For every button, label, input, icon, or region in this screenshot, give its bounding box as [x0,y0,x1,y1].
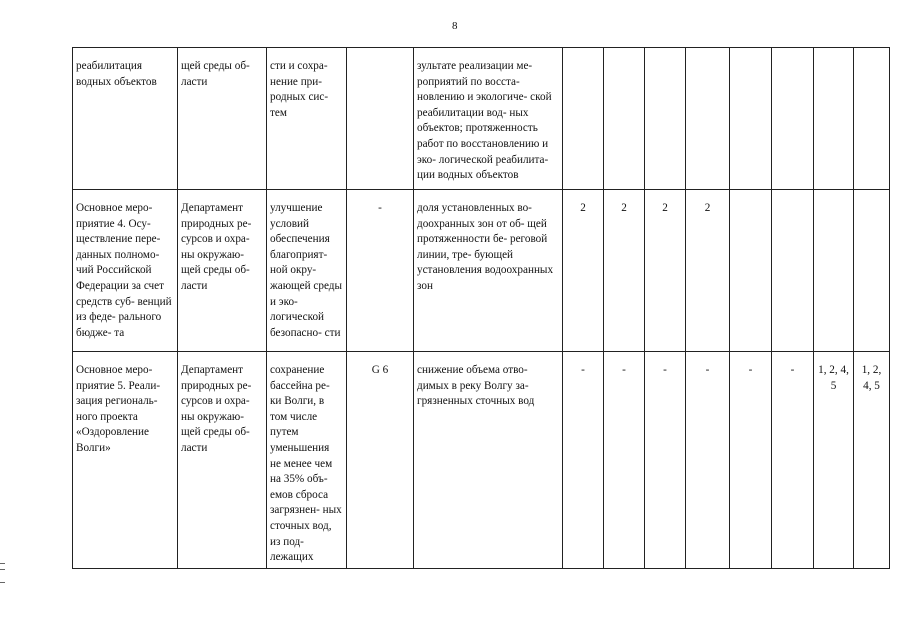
measure-name-cell: Основное меро- приятие 4. Осу- ществление пере- данных полномо- чий Российской Федерации за счет средств суб- венций из феде- рального бюдже- та [73,190,178,352]
table-row [73,352,890,569]
indicator-cell: снижение объема отво- димых в реку Волгу за- грязненных сточных вод [414,352,563,569]
value-cell: - [772,352,814,569]
indicator-cell: зультате реализации ме- роприятий по восста- новлению и экологиче- ской реабилитации вод- ных объектов; протяженность работ по восстановлению и эко- логической реабилита- ции водных объектов [414,48,563,190]
value-cell [730,190,772,352]
goal-cell: сти и сохра- нение при- родных сис- тем [267,48,347,190]
project-code-cell: - [347,190,414,352]
value-cell: 2 [645,190,686,352]
table-row [73,190,890,352]
value-cell [730,48,772,190]
page-number: 8 [452,20,458,32]
measure-name-cell: реабилитация водных объектов [73,48,178,190]
executor-cell: Департамент природных ре- сурсов и охра- ны окружаю- щей среды об- ласти [178,352,267,569]
value-cell: - [686,352,730,569]
value-cell [814,48,854,190]
project-code-cell [347,48,414,190]
executor-cell: Департамент природных ре- сурсов и охра- ны окружаю- щей среды об- ласти [178,190,267,352]
indicator-cell: доля установленных во- доохранных зон от об- щей протяженности бе- реговой линии, тре- бующей установления водоохранных зон [414,190,563,352]
value-cell: - [730,352,772,569]
goal-cell: улучшение условий обеспечения благоприят- ной окру- жающей среды и эко- логической безопасно- сти [267,190,347,352]
value-cell [645,48,686,190]
table-row [73,48,890,190]
value-cell [814,190,854,352]
value-cell: 1, 2, 4, 5 [814,352,854,569]
value-cell [686,48,730,190]
value-cell: - [645,352,686,569]
value-cell: - [604,352,645,569]
project-code-cell: G 6 [347,352,414,569]
value-cell [772,48,814,190]
value-cell: 1, 2, 4, 5 [854,352,890,569]
value-cell [563,48,604,190]
value-cell [854,48,890,190]
value-cell [772,190,814,352]
value-cell [854,190,890,352]
executor-cell: щей среды об- ласти [178,48,267,190]
measure-name-cell: Основное меро- приятие 5. Реали- зация региональ- ного проекта «Оздоровление Волги» [73,352,178,569]
value-cell [604,48,645,190]
scan-edge-mark [0,563,5,583]
value-cell: 2 [604,190,645,352]
value-cell: 2 [563,190,604,352]
program-table [72,47,890,569]
value-cell: 2 [686,190,730,352]
goal-cell: сохранение бассейна ре- ки Волги, в том числе путем уменьшения не менее чем на 35% объ- емов сброса загрязнен- ных сточных вод, из под- лежащих [267,352,347,569]
value-cell: - [563,352,604,569]
